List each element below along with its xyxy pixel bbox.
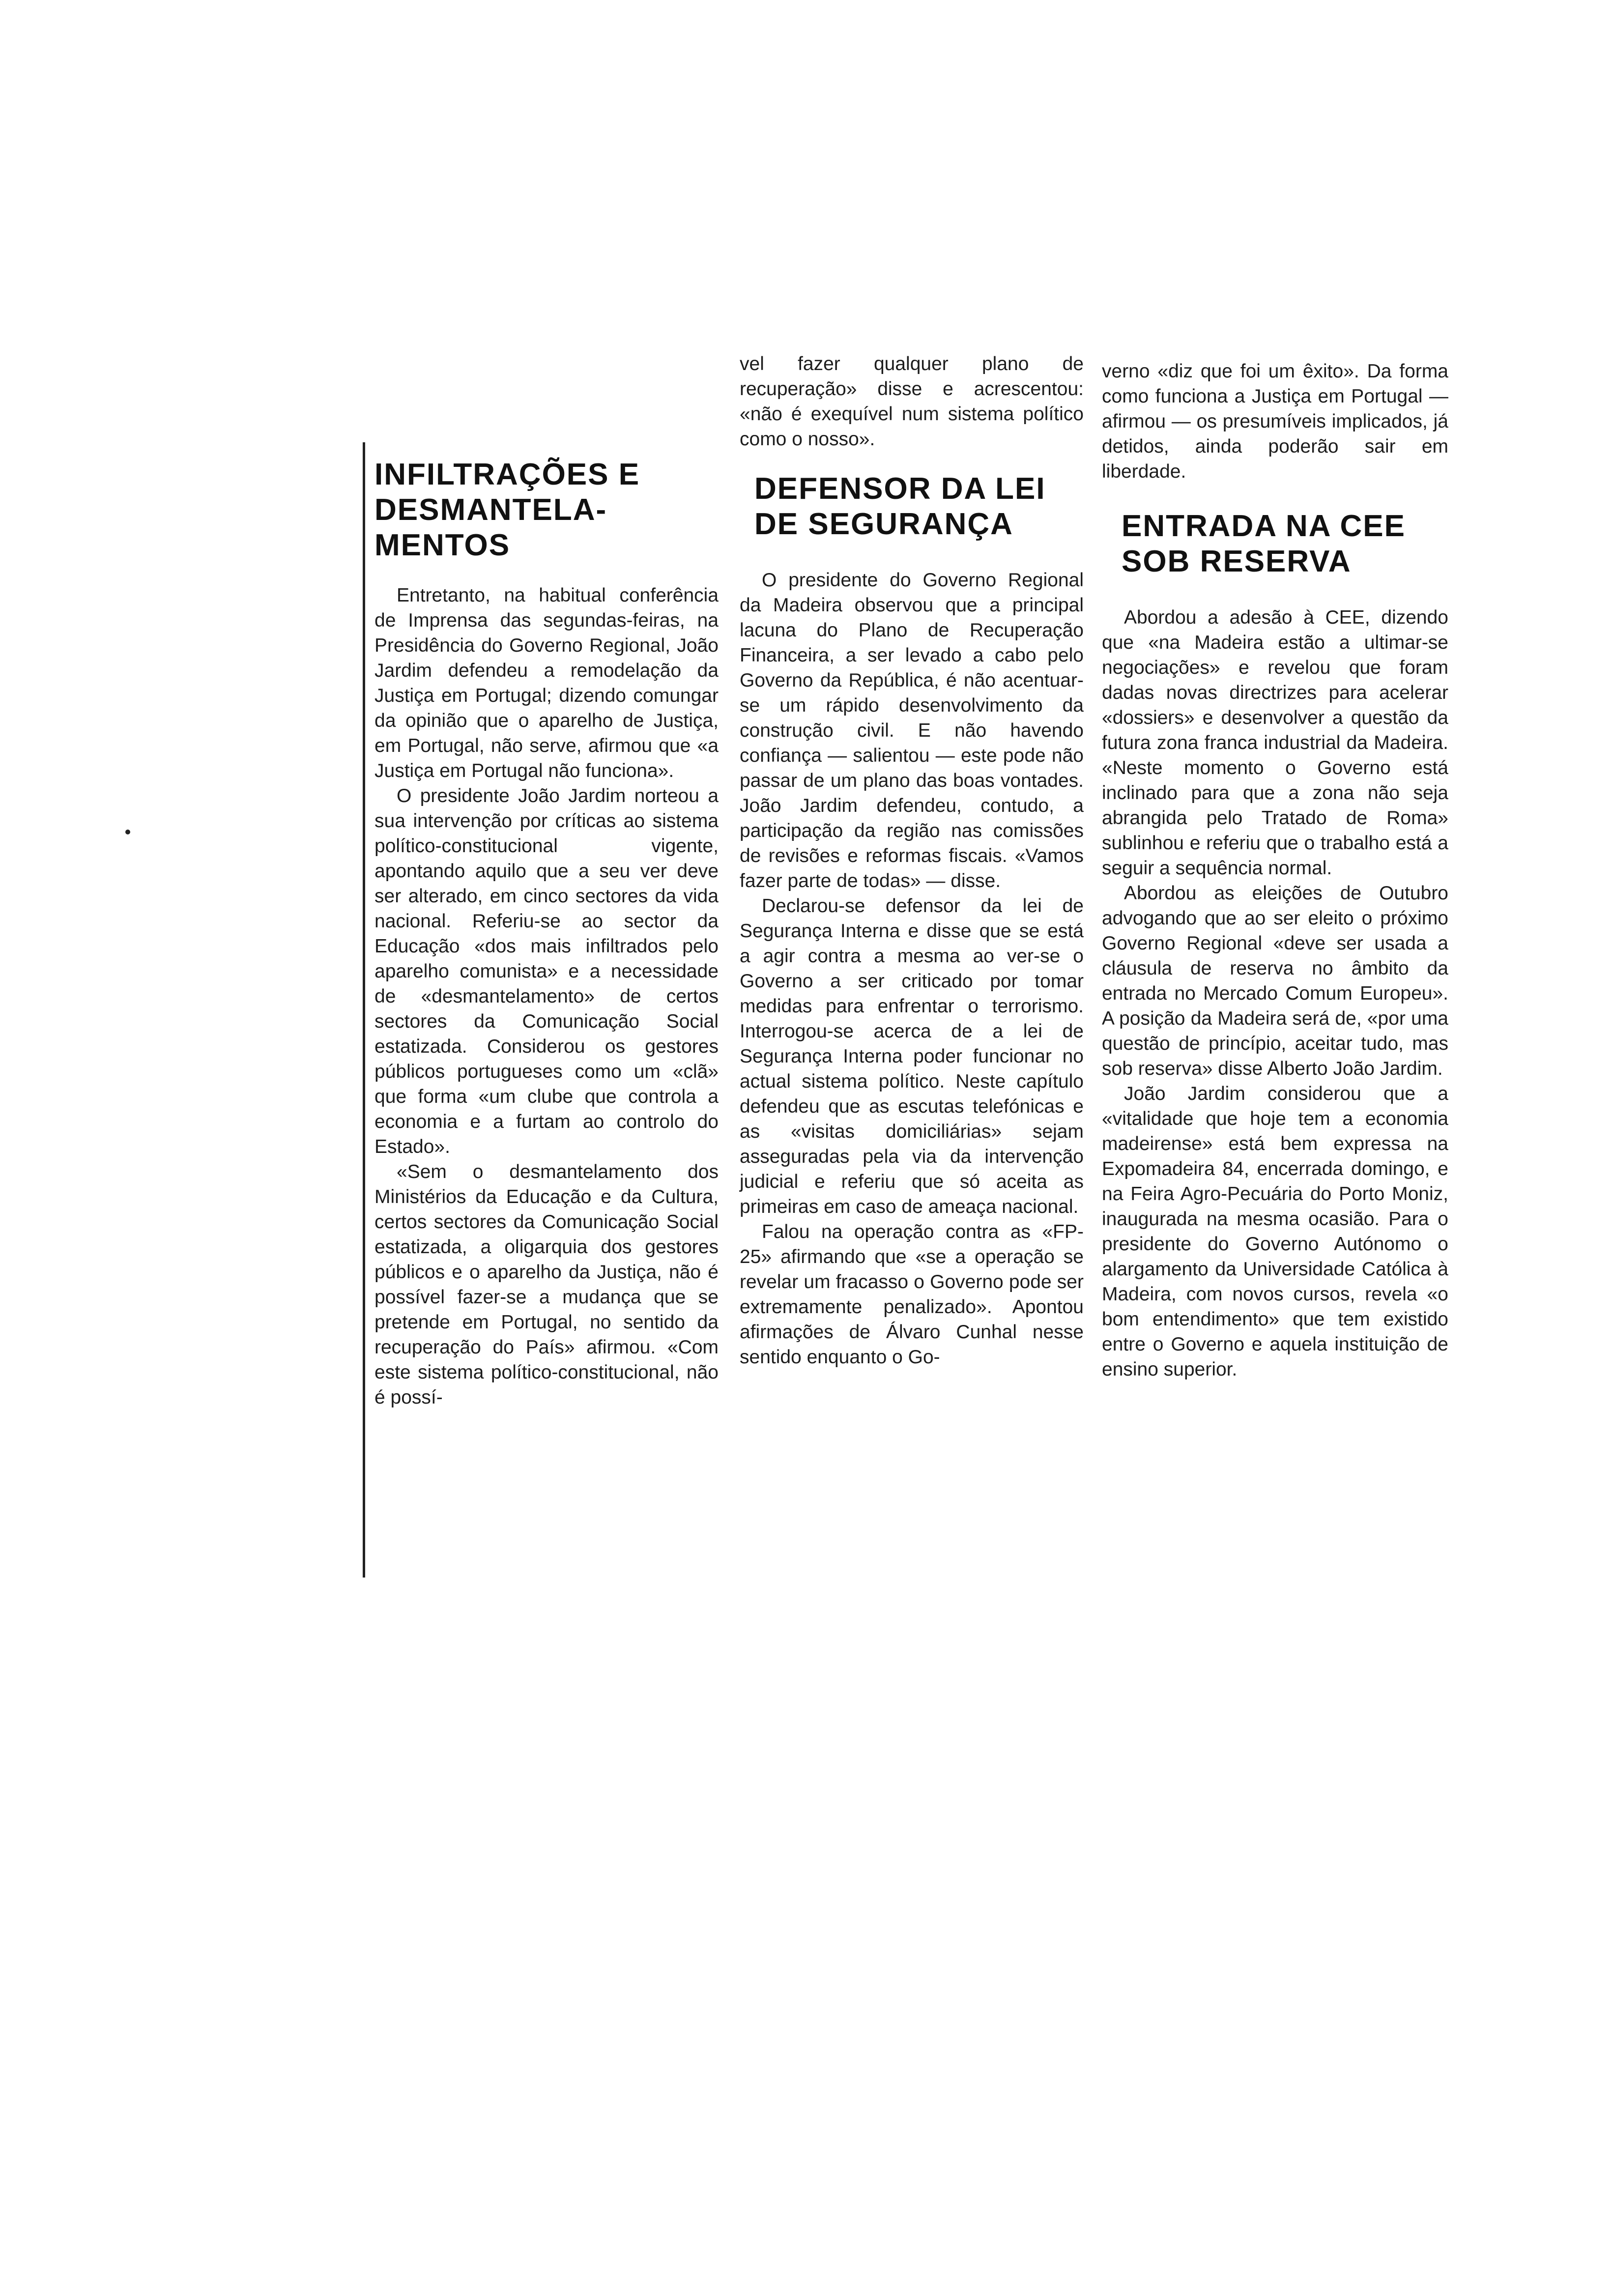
paragraph: Entretanto, na habitual conferência de Imprensa das segundas-feiras, na Presidência do Governo Regional, João Jardim defendeu a remodelação da Justiça em Portugal; dizendo comungar da opinião que o aparelho de Justiça, em Portugal, não serve, afirmou que «a Justiça em Portugal não funciona». (374, 585, 719, 781)
section-heading-infiltracoes: INFILTRAÇÕES E DESMANTELA-MENTOS (374, 458, 640, 562)
paragraph: Abordou as eleições de Outubro advogando que ao ser eleito o próximo Governo Regional «deve ser usada a cláusula de reserva no âmbito da entrada no Mercado Comum Europeu». A posição da Madeira será de, «por uma questão de princípio, aceitar tudo, mas sob reserva» disse Alberto João Jardim. (1102, 883, 1448, 1079)
article-column-3 (1102, 359, 1448, 1382)
paragraph: Falou na operação contra as «FP-25» afirmando que «se a operação se revelar um fracasso o Governo pode ser extremamente penalizado». Apontou afirmações de Álvaro Cunhal nesse sentido enquanto o Go- (740, 1221, 1084, 1368)
paragraph: Abordou a adesão à CEE, dizendo que «na Madeira estão a ultimar-se negociações» e revelou que foram dadas novas directrizes para acelerar «dossiers» e desenvolver a questão da futura zona franca industrial da Madeira. «Neste momento o Governo está inclinado para que a zona não seja abrangida pelo Tratado de Roma» sublinhou e referiu que o trabalho está a seguir a sequência normal. (1102, 607, 1448, 879)
continued-text: verno «diz que foi um êxito». Da forma como funciona a Justiça em Portugal — afirmou — os presumíveis implicados, já detidos, ainda poderão sair em liberdade. (1102, 361, 1448, 482)
article-column-2 (740, 351, 1084, 1370)
column-rule (363, 442, 365, 1578)
paragraph: Declarou-se defensor da lei de Segurança Interna e disse que se está a agir contra a mesma ao ver-se o Governo a ser criticado por tomar medidas para enfrentar o terrorismo. Interrogou-se acerca de a lei de Segurança Interna poder funcionar no actual sistema político. Neste capítulo defendeu que as escutas telefónicas e as «visitas domiciliárias» sejam asseguradas pela via da intervenção judicial e referiu que só aceita as primeiras em caso de ameaça nacional. (740, 895, 1084, 1217)
section-heading-entrada-cee: ENTRADA NA CEE SOB RESERVA (1122, 509, 1406, 578)
paragraph: O presidente do Governo Regional da Madeira observou que a principal lacuna do Plano de Recuperação Financeira, a ser levado a cabo pelo Governo da República, é não acentuar-se um rápido desenvolvimento da construção civil. E não havendo confiança — salientou — este pode não passar de um plano das boas vontades. João Jardim defendeu, contudo, a participação da região nas comissões de revisões e reformas fiscais. «Vamos fazer parte de todas» — disse. (740, 570, 1084, 891)
article-column-1 (374, 457, 719, 1410)
paragraph: «Sem o desmantelamento dos Ministérios da Educação e da Cultura, certos sectores da Comunicação Social estatizada, a oligarquia dos gestores públicos e o aparelho da Justiça, não é possível fazer-se a mudança que se pretende em Portugal, no sentido da recuperação do País» afirmou. «Com este sistema político-constitucional, não é possí- (374, 1161, 719, 1408)
paragraph: O presidente João Jardim norteou a sua intervenção por críticas ao sistema político-constitucional vigente, apontando aquilo que a seu ver deve ser alterado, em cinco sectores da vida nacional. Referiu-se ao sector da Educação «dos mais infiltrados pelo aparelho comunista» e a necessidade de «desmantelamento» de certos sectores da Comunicação Social estatizada. Considerou os gestores públicos portugueses como um «clã» que forma «um clube que controla a economia e a furtam ao controlo do Estado». (374, 785, 719, 1157)
continued-text: vel fazer qualquer plano de recuperação» disse e acrescentou: «não é exequível num sistema político como o nosso». (740, 353, 1084, 450)
section-heading-defensor: DEFENSOR DA LEI DE SEGURANÇA (754, 472, 1046, 541)
scan-speck (125, 830, 130, 834)
paragraph: João Jardim considerou que a «vitalidade que hoje tem a economia madeirense» está bem expressa na Expomadeira 84, encerrada domingo, e na Feira Agro-Pecuária do Porto Moniz, inaugurada na mesma ocasião. Para o presidente do Governo Autónomo o alargamento da Universidade Católica à Madeira, com novos cursos, revela «o bom entendimento» que tem existido entre o Governo e aquela instituição de ensino superior. (1102, 1083, 1448, 1380)
